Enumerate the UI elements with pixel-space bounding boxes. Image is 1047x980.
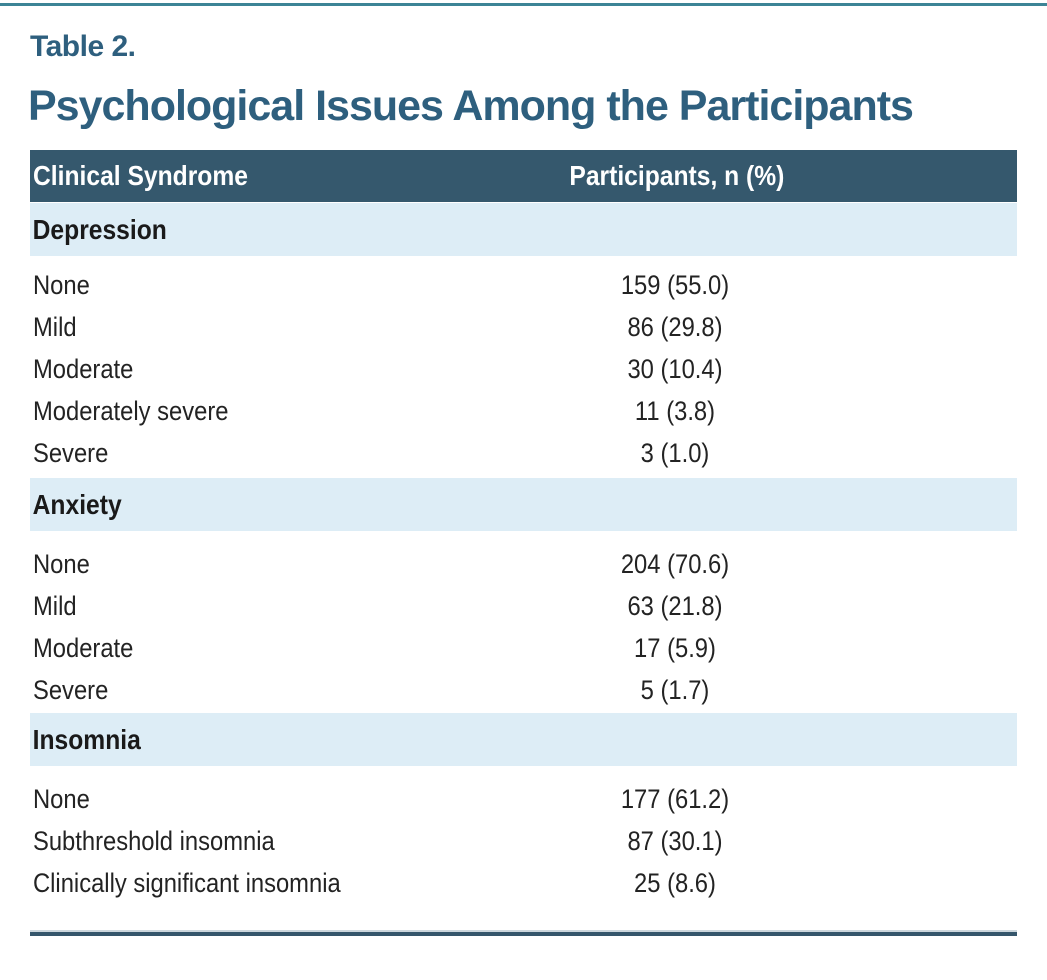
bottom-rule [30, 930, 1017, 936]
row-label: Moderately severe [33, 395, 229, 426]
section-title: Anxiety [32, 488, 122, 520]
row-label: None [33, 783, 90, 814]
row-value: 11 (3.8) [634, 395, 716, 426]
row-value: 159 (55.0) [620, 269, 730, 300]
section-title: Insomnia [32, 723, 141, 755]
table-row [30, 306, 1017, 348]
table-row [30, 585, 1017, 627]
table-number-label: Table 2. [30, 30, 136, 63]
table-row [30, 778, 1017, 820]
bottom-rule-dark-line [30, 932, 1017, 936]
row-label: Moderate [33, 353, 134, 384]
table-row [30, 627, 1017, 669]
section-header-depression [30, 203, 1017, 256]
section-rows [30, 264, 1017, 474]
row-value: 30 (10.4) [627, 353, 723, 384]
table-body [30, 203, 1017, 904]
table-header-row [30, 150, 1017, 202]
column-header-participants: Participants, n (%) [569, 160, 785, 191]
row-label: Severe [33, 437, 109, 468]
table-row [30, 820, 1017, 862]
row-label: Clinically significant insomnia [33, 867, 341, 898]
row-value: 63 (21.8) [627, 590, 723, 621]
section-rows [30, 778, 1017, 904]
row-value: 204 (70.6) [620, 548, 730, 579]
column-header-clinical-syndrome: Clinical Syndrome [33, 160, 248, 191]
row-label: Mild [33, 590, 77, 621]
row-value: 86 (29.8) [627, 311, 723, 342]
row-value: 25 (8.6) [634, 867, 716, 898]
table [30, 150, 1017, 904]
row-value: 87 (30.1) [627, 825, 723, 856]
section-header-anxiety [30, 478, 1017, 531]
table-title: Psychological Issues Among the Participants [28, 82, 913, 130]
table-row [30, 432, 1017, 474]
table-row [30, 348, 1017, 390]
row-value: 17 (5.9) [634, 632, 716, 663]
row-value: 5 (1.7) [640, 674, 710, 705]
table-row [30, 669, 1017, 711]
row-label: Mild [33, 311, 77, 342]
section-header-insomnia [30, 713, 1017, 766]
table-row [30, 543, 1017, 585]
section-rows [30, 543, 1017, 711]
row-value: 3 (1.0) [640, 437, 710, 468]
row-label: None [33, 548, 90, 579]
row-label: Severe [33, 674, 109, 705]
top-accent-rule [0, 3, 1047, 6]
row-label: Subthreshold insomnia [33, 825, 275, 856]
section-title: Depression [32, 213, 167, 245]
table-row [30, 264, 1017, 306]
row-label: Moderate [33, 632, 134, 663]
row-value: 177 (61.2) [620, 783, 730, 814]
row-label: None [33, 269, 90, 300]
table-row [30, 390, 1017, 432]
table-row [30, 862, 1017, 904]
